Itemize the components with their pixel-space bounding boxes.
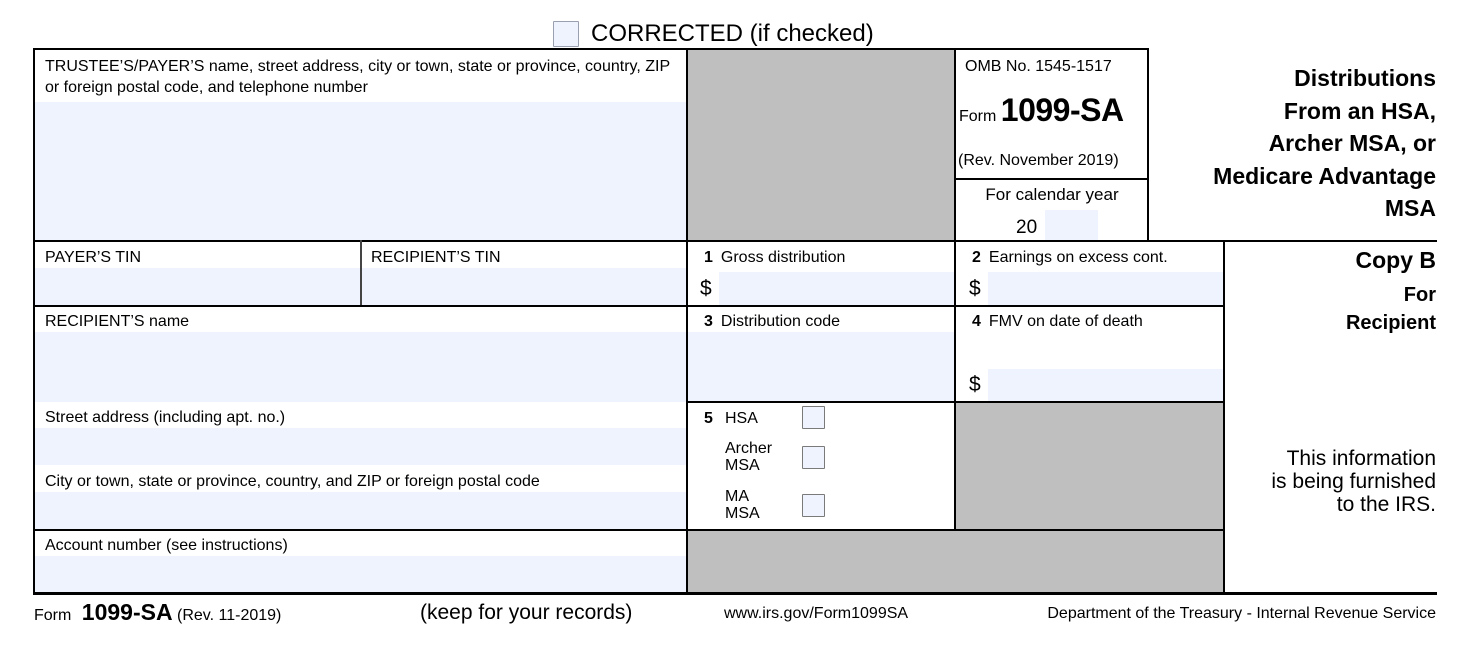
- box1-title: Gross distribution: [720, 249, 846, 266]
- box2-input[interactable]: [988, 272, 1224, 306]
- divider: [1147, 48, 1149, 241]
- box2-dollar: $: [969, 277, 981, 300]
- omb-number: OMB No. 1545-1517: [965, 58, 1112, 75]
- form-title-line: Medicare Advantage: [1213, 162, 1436, 189]
- divider: [360, 240, 362, 306]
- box5-hsa-checkbox[interactable]: [802, 406, 825, 429]
- divider: [954, 48, 956, 529]
- box5-ma-label: [725, 488, 760, 522]
- year-prefix: 20: [1016, 217, 1038, 238]
- copy-label: [1356, 244, 1437, 276]
- copy-recipient-line: Recipient: [1345, 312, 1436, 334]
- box4-input[interactable]: [988, 369, 1224, 402]
- corrected-label: CORRECTED (if checked): [591, 20, 874, 47]
- form-title-line: From an HSA,: [1283, 97, 1436, 124]
- copy-for-line: For: [1403, 284, 1436, 306]
- box2-label: [972, 247, 1168, 268]
- form-title-line: MSA: [1384, 195, 1436, 221]
- irs-notice-line: is being furnished: [1271, 470, 1436, 493]
- box5-archer-label: [725, 440, 772, 474]
- revision: (Rev. November 2019): [958, 152, 1119, 169]
- divider: [33, 305, 1224, 307]
- box4-label: [972, 311, 1143, 332]
- year-input[interactable]: [1045, 210, 1098, 241]
- irs-notice: [1271, 447, 1436, 516]
- footer-form-prefix: Form: [34, 607, 72, 624]
- box5-ma-line2: MSA: [725, 505, 760, 522]
- account-number-input[interactable]: [35, 556, 687, 593]
- calendar-year-label: For calendar year: [985, 185, 1119, 204]
- irs-notice-line: to the IRS.: [1336, 493, 1436, 516]
- box5-ma-checkbox[interactable]: [802, 494, 825, 517]
- shaded-area-bottom: [688, 531, 1224, 593]
- box5-archer-line1: Archer: [725, 440, 773, 457]
- payer-block-input[interactable]: [35, 102, 687, 241]
- box5-archer-line2: MSA: [725, 457, 760, 474]
- footer-url[interactable]: www.irs.gov/Form1099SA: [724, 605, 909, 622]
- footer-revision: (Rev. 11-2019): [177, 607, 282, 624]
- recipient-name-input[interactable]: [35, 332, 687, 402]
- divider: [955, 178, 1148, 180]
- payer-tin-label: PAYER’S TIN: [45, 249, 142, 266]
- shaded-area-middle: [956, 403, 1224, 529]
- city-input[interactable]: [35, 492, 687, 529]
- city-label: City or town, state or province, country, and ZIP or foreign postal code: [45, 473, 540, 490]
- copy-for: [1346, 281, 1436, 337]
- divider: [686, 401, 1224, 403]
- recipient-tin-label: RECIPIENT’S TIN: [371, 249, 501, 266]
- box2-number: 2: [972, 249, 981, 266]
- border-top: [33, 48, 1149, 50]
- box3-number: 3: [704, 313, 713, 330]
- box3-input[interactable]: [688, 332, 955, 402]
- box2-title: Earnings on excess cont.: [988, 249, 1168, 266]
- box3-title: Distribution code: [720, 313, 841, 330]
- border-left: [33, 48, 35, 594]
- form-title: [1136, 62, 1436, 225]
- box3-label: [704, 311, 840, 332]
- recipient-name-label: RECIPIENT’S name: [45, 313, 190, 330]
- payer-block-label: TRUSTEE’S/PAYER’S name, street address, city or town, state or province, country, ZIP or foreign postal code, and telephone number: [45, 58, 670, 96]
- account-number-label: Account number (see instructions): [45, 537, 288, 554]
- shaded-area-top: [688, 50, 955, 241]
- box4-number: 4: [972, 313, 981, 330]
- divider: [33, 240, 1437, 242]
- footer-form-number: 1099-SA: [81, 599, 173, 625]
- copy-title: Copy B: [1355, 247, 1436, 273]
- corrected-checkbox[interactable]: [553, 21, 579, 47]
- box5-hsa-label: HSA: [725, 410, 758, 427]
- box5-archer-checkbox[interactable]: [802, 446, 825, 469]
- box1-dollar: $: [700, 277, 712, 300]
- divider: [1223, 240, 1225, 594]
- box5-ma-line1: MA: [725, 488, 749, 505]
- form-prefix: Form: [959, 108, 997, 125]
- irs-notice-line: This information: [1286, 447, 1436, 470]
- recipient-tin-input[interactable]: [362, 268, 687, 306]
- divider: [33, 529, 1224, 531]
- box4-dollar: $: [969, 373, 981, 396]
- street-address-input[interactable]: [35, 428, 687, 465]
- form-number: 1099-SA: [1000, 92, 1124, 128]
- payer-tin-input[interactable]: [35, 268, 360, 306]
- form-number-header: [959, 92, 1124, 129]
- border-bottom: [33, 592, 1437, 595]
- footer-department: Department of the Treasury - Internal Revenue Service: [1047, 605, 1436, 622]
- box5-number: 5: [704, 410, 713, 427]
- form-title-line: Distributions: [1294, 65, 1436, 91]
- box1-number: 1: [704, 249, 713, 266]
- footer-form-id: [34, 599, 281, 626]
- box1-input[interactable]: [719, 272, 955, 306]
- street-address-label: Street address (including apt. no.): [45, 409, 286, 426]
- footer-keep: (keep for your records): [420, 601, 633, 624]
- form-title-line: Archer MSA, or: [1268, 130, 1436, 156]
- box4-title: FMV on date of death: [988, 313, 1143, 330]
- box1-label: [704, 247, 845, 268]
- divider: [686, 48, 688, 594]
